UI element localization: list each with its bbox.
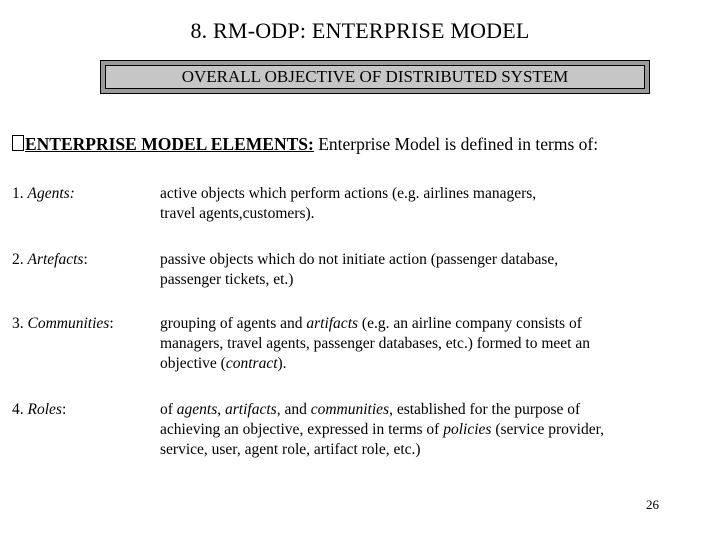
- desc-text: ,: [217, 401, 226, 418]
- element-term: [12, 400, 160, 420]
- slide-title: 8. RM-ODP: ENTERPRISE MODEL: [190, 18, 530, 43]
- elements-heading-strong: ENTERPRISE MODEL ELEMENTS:: [25, 134, 314, 154]
- element-description: [160, 250, 640, 290]
- desc-text-italic: policies: [443, 421, 492, 438]
- desc-text-italic: agents: [176, 401, 218, 418]
- desc-text: , and: [276, 401, 311, 418]
- element-term-name: Agents:: [27, 185, 75, 202]
- elements-heading-text: Enterprise Model is defined in terms of:: [313, 134, 599, 154]
- element-term-suffix: :: [109, 315, 114, 332]
- desc-text-italic: artifacts: [225, 401, 277, 418]
- element-number: 1.: [12, 185, 28, 202]
- element-term: [12, 314, 160, 334]
- desc-text: active objects which perform actions (e.g. airlines managers,: [160, 185, 537, 202]
- element-number: 3.: [12, 315, 28, 332]
- desc-text: ).: [277, 355, 287, 372]
- element-description: [160, 184, 640, 224]
- objective-banner-label: OVERALL OBJECTIVE OF DISTRIBUTED SYSTEM: [105, 65, 645, 89]
- page-number: 26: [646, 497, 659, 512]
- desc-text: travel agents,customers).: [160, 205, 315, 222]
- desc-text-italic: artifacts: [306, 315, 359, 332]
- objective-banner: [100, 60, 650, 94]
- element-term: [12, 250, 160, 270]
- desc-text: (e.g. an airline company consists of managers, travel agents, passenger databases, etc.) formed to meet an objective (: [160, 315, 590, 372]
- element-term-name: Roles: [27, 401, 62, 418]
- desc-text: of: [160, 401, 177, 418]
- desc-text-italic: communities: [310, 401, 390, 418]
- element-description: [160, 400, 640, 460]
- element-number: 2.: [12, 251, 28, 268]
- desc-text: grouping of agents and: [160, 315, 307, 332]
- desc-text-italic: contract: [225, 355, 278, 372]
- element-term: [12, 184, 160, 204]
- elements-heading: [12, 134, 598, 155]
- element-description: [160, 314, 640, 374]
- element-term-name: Communities: [27, 315, 110, 332]
- bullet-box-icon: [12, 135, 24, 151]
- element-term-name: Artefacts: [27, 251, 84, 268]
- desc-text: passive objects which do not initiate action (passenger database,: [160, 251, 559, 268]
- desc-text: passenger tickets, et.): [160, 271, 294, 288]
- element-term-suffix: :: [61, 401, 67, 418]
- element-number: 4.: [12, 401, 28, 418]
- desc-text: , established for the purpose of achieving an objective, expressed in terms of: [160, 401, 581, 438]
- desc-text: (service provider, service, user, agent role, artifact role, etc.): [160, 421, 605, 458]
- element-term-suffix: :: [83, 251, 88, 268]
